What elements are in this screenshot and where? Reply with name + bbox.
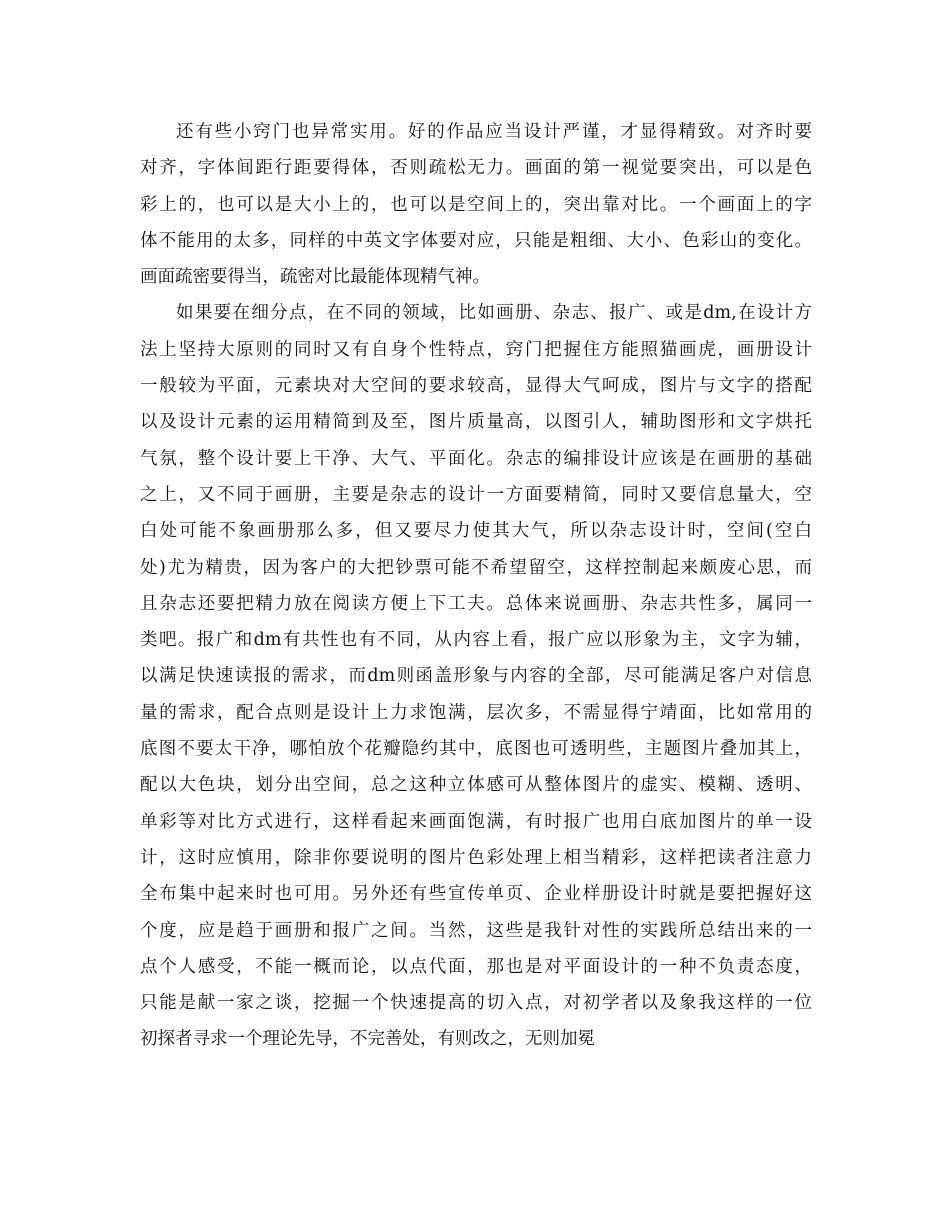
paragraph-2: [140, 295, 812, 1057]
paragraph-line: 彩上的，也可以是大小上的，也可以是空间上的，突出靠对比。一个画面上的字: [140, 194, 812, 215]
paragraph-1: [140, 114, 812, 295]
paragraph-line: 对齐，字体间距行距要得体，否则疏松无力。画面的第一视觉要突出，可以是色: [140, 158, 812, 179]
paragraph-line: 单彩等对比方式进行，这样看起来画面饱满，有时报广也用白底加图片的单一设: [140, 811, 812, 832]
paragraph-line: 且杂志还要把精力放在阅读方便上下工夫。总体来说画册、杂志共性多，属同一: [140, 593, 812, 614]
paragraph-line: 初探者寻求一个理论先导，不完善处，有则改之，无则加冕: [140, 1029, 595, 1050]
paragraph-line: 还有些小窍门也异常实用。好的作品应当设计严谨，才显得精致。对齐时要: [176, 122, 812, 142]
paragraph-line: 点个人感受，不能一概而论，以点代面，那也是对平面设计的一种不负责态度，: [140, 956, 812, 977]
document-body: [140, 114, 812, 1058]
paragraph-line: 之上，又不同于画册，主要是杂志的设计一方面要精简，同时又要信息量大，空: [140, 484, 812, 505]
paragraph-line: 底图不要太干净，哪怕放个花瓣隐约其中，底图也可透明些，主题图片叠加其上，: [140, 739, 812, 760]
paragraph-line: 量的需求，配合点则是设计上力求饱满，层次多，不需显得宁靖面，比如常用的: [140, 702, 812, 723]
paragraph-line: 类吧。报广和dm有共性也有不同，从内容上看，报广应以形象为主，文字为辅，: [140, 630, 812, 651]
paragraph-line: 一般较为平面，元素块对大空间的要求较高，显得大气呵成，图片与文字的搭配: [140, 376, 812, 397]
paragraph-line: 配以大色块，划分出空间，总之这种立体感可从整体图片的虚实、模糊、透明、: [140, 775, 812, 796]
paragraph-line: 处)尤为精贵，因为客户的大把钞票可能不希望留空，这样控制起来颇废心思，而: [140, 557, 812, 578]
paragraph-line: 以满足快速读报的需求，而dm则函盖形象与内容的全部，尽可能满足客户对信息: [140, 666, 812, 687]
paragraph-line: 如果要在细分点，在不同的领域，比如画册、杂志、报广、或是dm,在设计方: [176, 303, 812, 324]
paragraph-line: 体不能用的太多，同样的中英文字体要对应，只能是粗细、大小、色彩山的变化。: [140, 230, 812, 251]
paragraph-line: 只能是献一家之谈，挖掘一个快速提高的切入点，对初学者以及象我这样的一位: [140, 993, 812, 1014]
paragraph-line: 白处可能不象画册那么多，但又要尽力使其大气，所以杂志设计时，空间(空白: [140, 521, 812, 542]
paragraph-line: 气氛，整个设计要上干净、大气、平面化。杂志的编排设计应该是在画册的基础: [140, 448, 812, 469]
paragraph-line: 全布集中起来时也可用。另外还有些宣传单页、企业样册设计时就是要把握好这: [140, 884, 812, 905]
paragraph-line: 法上坚持大原则的同时又有自身个性特点，窍门把握住方能照猫画虎，画册设计: [140, 339, 812, 360]
paragraph-line: 以及设计元素的运用精简到及至，图片质量高，以图引人，辅助图形和文字烘托: [140, 412, 812, 433]
paragraph-line: 画面疏密要得当，疏密对比最能体现精气神。: [140, 267, 490, 288]
paragraph-line: 计，这时应慎用，除非你要说明的图片色彩处理上相当精彩，这样把读者注意力: [140, 847, 812, 868]
paragraph-line: 个度，应是趋于画册和报广之间。当然，这些是我针对性的实践所总结出来的一: [140, 920, 812, 941]
